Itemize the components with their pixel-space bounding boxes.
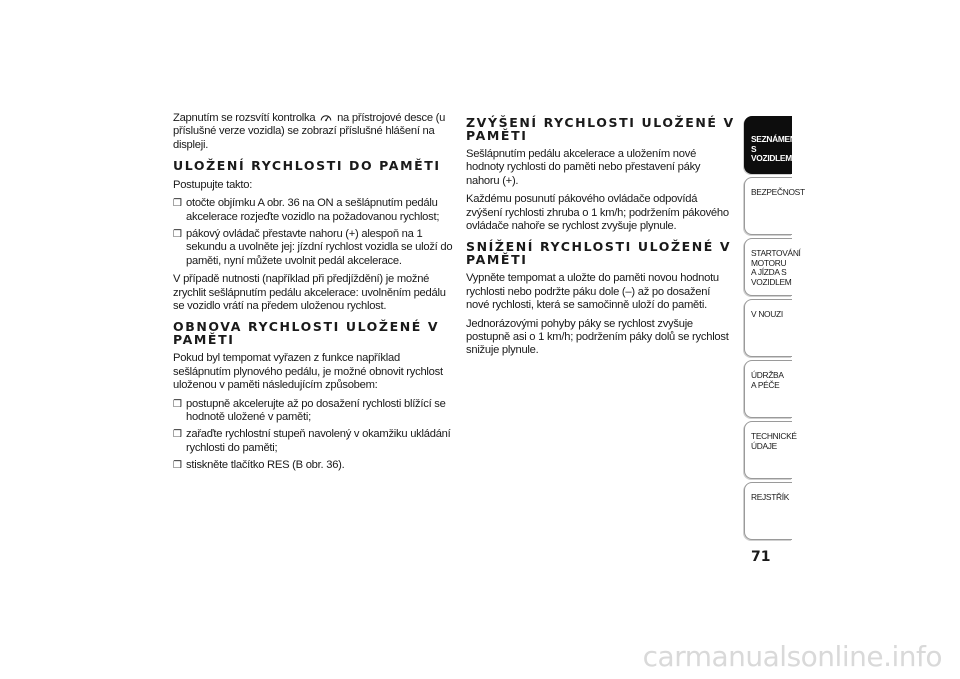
tab-v-nouzi[interactable]: V NOUZI bbox=[744, 299, 792, 357]
tab-startovani-motoru[interactable]: STARTOVÁNÍ MOTORU A JÍZDA S VOZIDLEM bbox=[744, 238, 792, 296]
tab-technicke-udaje[interactable]: TECHNICKÉ ÚDAJE bbox=[744, 421, 792, 479]
right-column bbox=[466, 112, 736, 363]
list-item: ❒ pákový ovládač přestavte nahoru (+) alespoň na 1 sekundu a uvolněte jej: jízdní rychlost vozidla se uloží do paměti, nyní můžete uvolnit pedál akcelerace. bbox=[173, 227, 453, 267]
section-lead: Postupujte takto: bbox=[173, 178, 253, 191]
checkbox-bullet-icon: ❒ bbox=[173, 429, 182, 441]
section-title-save-speed: ULOŽENÍ RYCHLOSTI DO PAMĚTI bbox=[173, 158, 441, 174]
increase-speed-paragraph-1: Sešlápnutím pedálu akcelerace a uložením nové hodnoty rychlosti do paměti nebo přestavení páky nahoru (+). bbox=[466, 148, 701, 187]
increase-speed-paragraph-2: Každému posunutí pákového ovládače odpovídá zvýšení rychlosti zhruba o 1 km/h; podržením pákového ovládače nahoře se rychlost zvyšuje plynule. bbox=[466, 193, 729, 233]
speedometer-icon bbox=[320, 113, 332, 122]
checkbox-bullet-icon: ❒ bbox=[173, 228, 182, 240]
list-item: ❒ postupně akcelerujte až po dosažení rychlosti blížící se hodnotě uložené v paměti; bbox=[173, 397, 446, 423]
intro-text-start: Zapnutím se rozsvítí kontrolka bbox=[173, 112, 316, 124]
list-item: ❒ otočte objímku A obr. 36 na ON a sešlápnutím pedálu akcelerace rozjeďte vozidlo na požadovanou rychlost; bbox=[173, 197, 440, 223]
checkbox-bullet-icon: ❒ bbox=[173, 198, 182, 210]
section-title-increase-speed: ZVÝŠENÍ RYCHLOSTI ULOŽENÉ V PAMĚTI bbox=[466, 115, 735, 143]
save-speed-steps bbox=[173, 197, 457, 268]
tab-udrzba-a-pece[interactable]: ÚDRŽBA A PÉČE bbox=[744, 360, 792, 418]
chapter-tabs bbox=[744, 116, 805, 543]
save-speed-note: V případě nutnosti (například při předjíždění) je možné zrychlit sešlápnutím pedálu akcelerace: uvolněním pedálu se vozidlo vrátí na předem uloženou rychlost. bbox=[173, 273, 446, 312]
section-lead: Pokud byl tempomat vyřazen z funkce například sešlápnutím plynového pedálu, je možné obnovit rychlost uloženou v paměti následujícím způsobem: bbox=[173, 352, 443, 392]
page-number: 71 bbox=[751, 549, 771, 565]
decrease-speed-paragraph-1: Vypněte tempomat a uložte do paměti novou hodnotu rychlosti nebo podržte páku dole (–) až po dosažení nové rychlosti, která se samočinně uloží do paměti. bbox=[466, 272, 719, 312]
tab-rejstrik[interactable]: REJSTŘÍK bbox=[744, 482, 792, 540]
checkbox-bullet-icon: ❒ bbox=[173, 398, 182, 410]
tab-bezpecnost[interactable]: BEZPEČNOST bbox=[744, 177, 792, 235]
intro-text-end: na přístrojové desce (u příslušné verze vozidla) se zobrazí příslušné hlášení na displeji. bbox=[173, 112, 446, 151]
watermark: carmanualsonline.info bbox=[642, 640, 942, 673]
restore-speed-steps bbox=[173, 398, 457, 473]
section-title-decrease-speed: SNÍŽENÍ RYCHLOSTI ULOŽENÉ V PAMĚTI bbox=[466, 239, 732, 267]
tab-seznameni-s-vozidlem[interactable]: SEZNÁMENÍ S VOZIDLEM bbox=[744, 116, 792, 174]
left-column bbox=[173, 112, 457, 478]
checkbox-bullet-icon: ❒ bbox=[173, 460, 182, 472]
section-title-restore-speed: OBNOVA RYCHLOSTI ULOŽENÉ V PAMĚTI bbox=[173, 319, 440, 347]
list-item: ❒ stiskněte tlačítko RES (B obr. 36). bbox=[173, 459, 345, 472]
intro-paragraph bbox=[173, 112, 457, 152]
decrease-speed-paragraph-2: Jednorázovými pohyby páky se rychlost zvyšuje postupně asi o 1 km/h; podržením páky dolů se rychlost snižuje plynule. bbox=[466, 317, 729, 357]
list-item: ❒ zařaďte rychlostní stupeň navolený v okamžiku ukládání rychlosti do paměti; bbox=[173, 428, 451, 454]
